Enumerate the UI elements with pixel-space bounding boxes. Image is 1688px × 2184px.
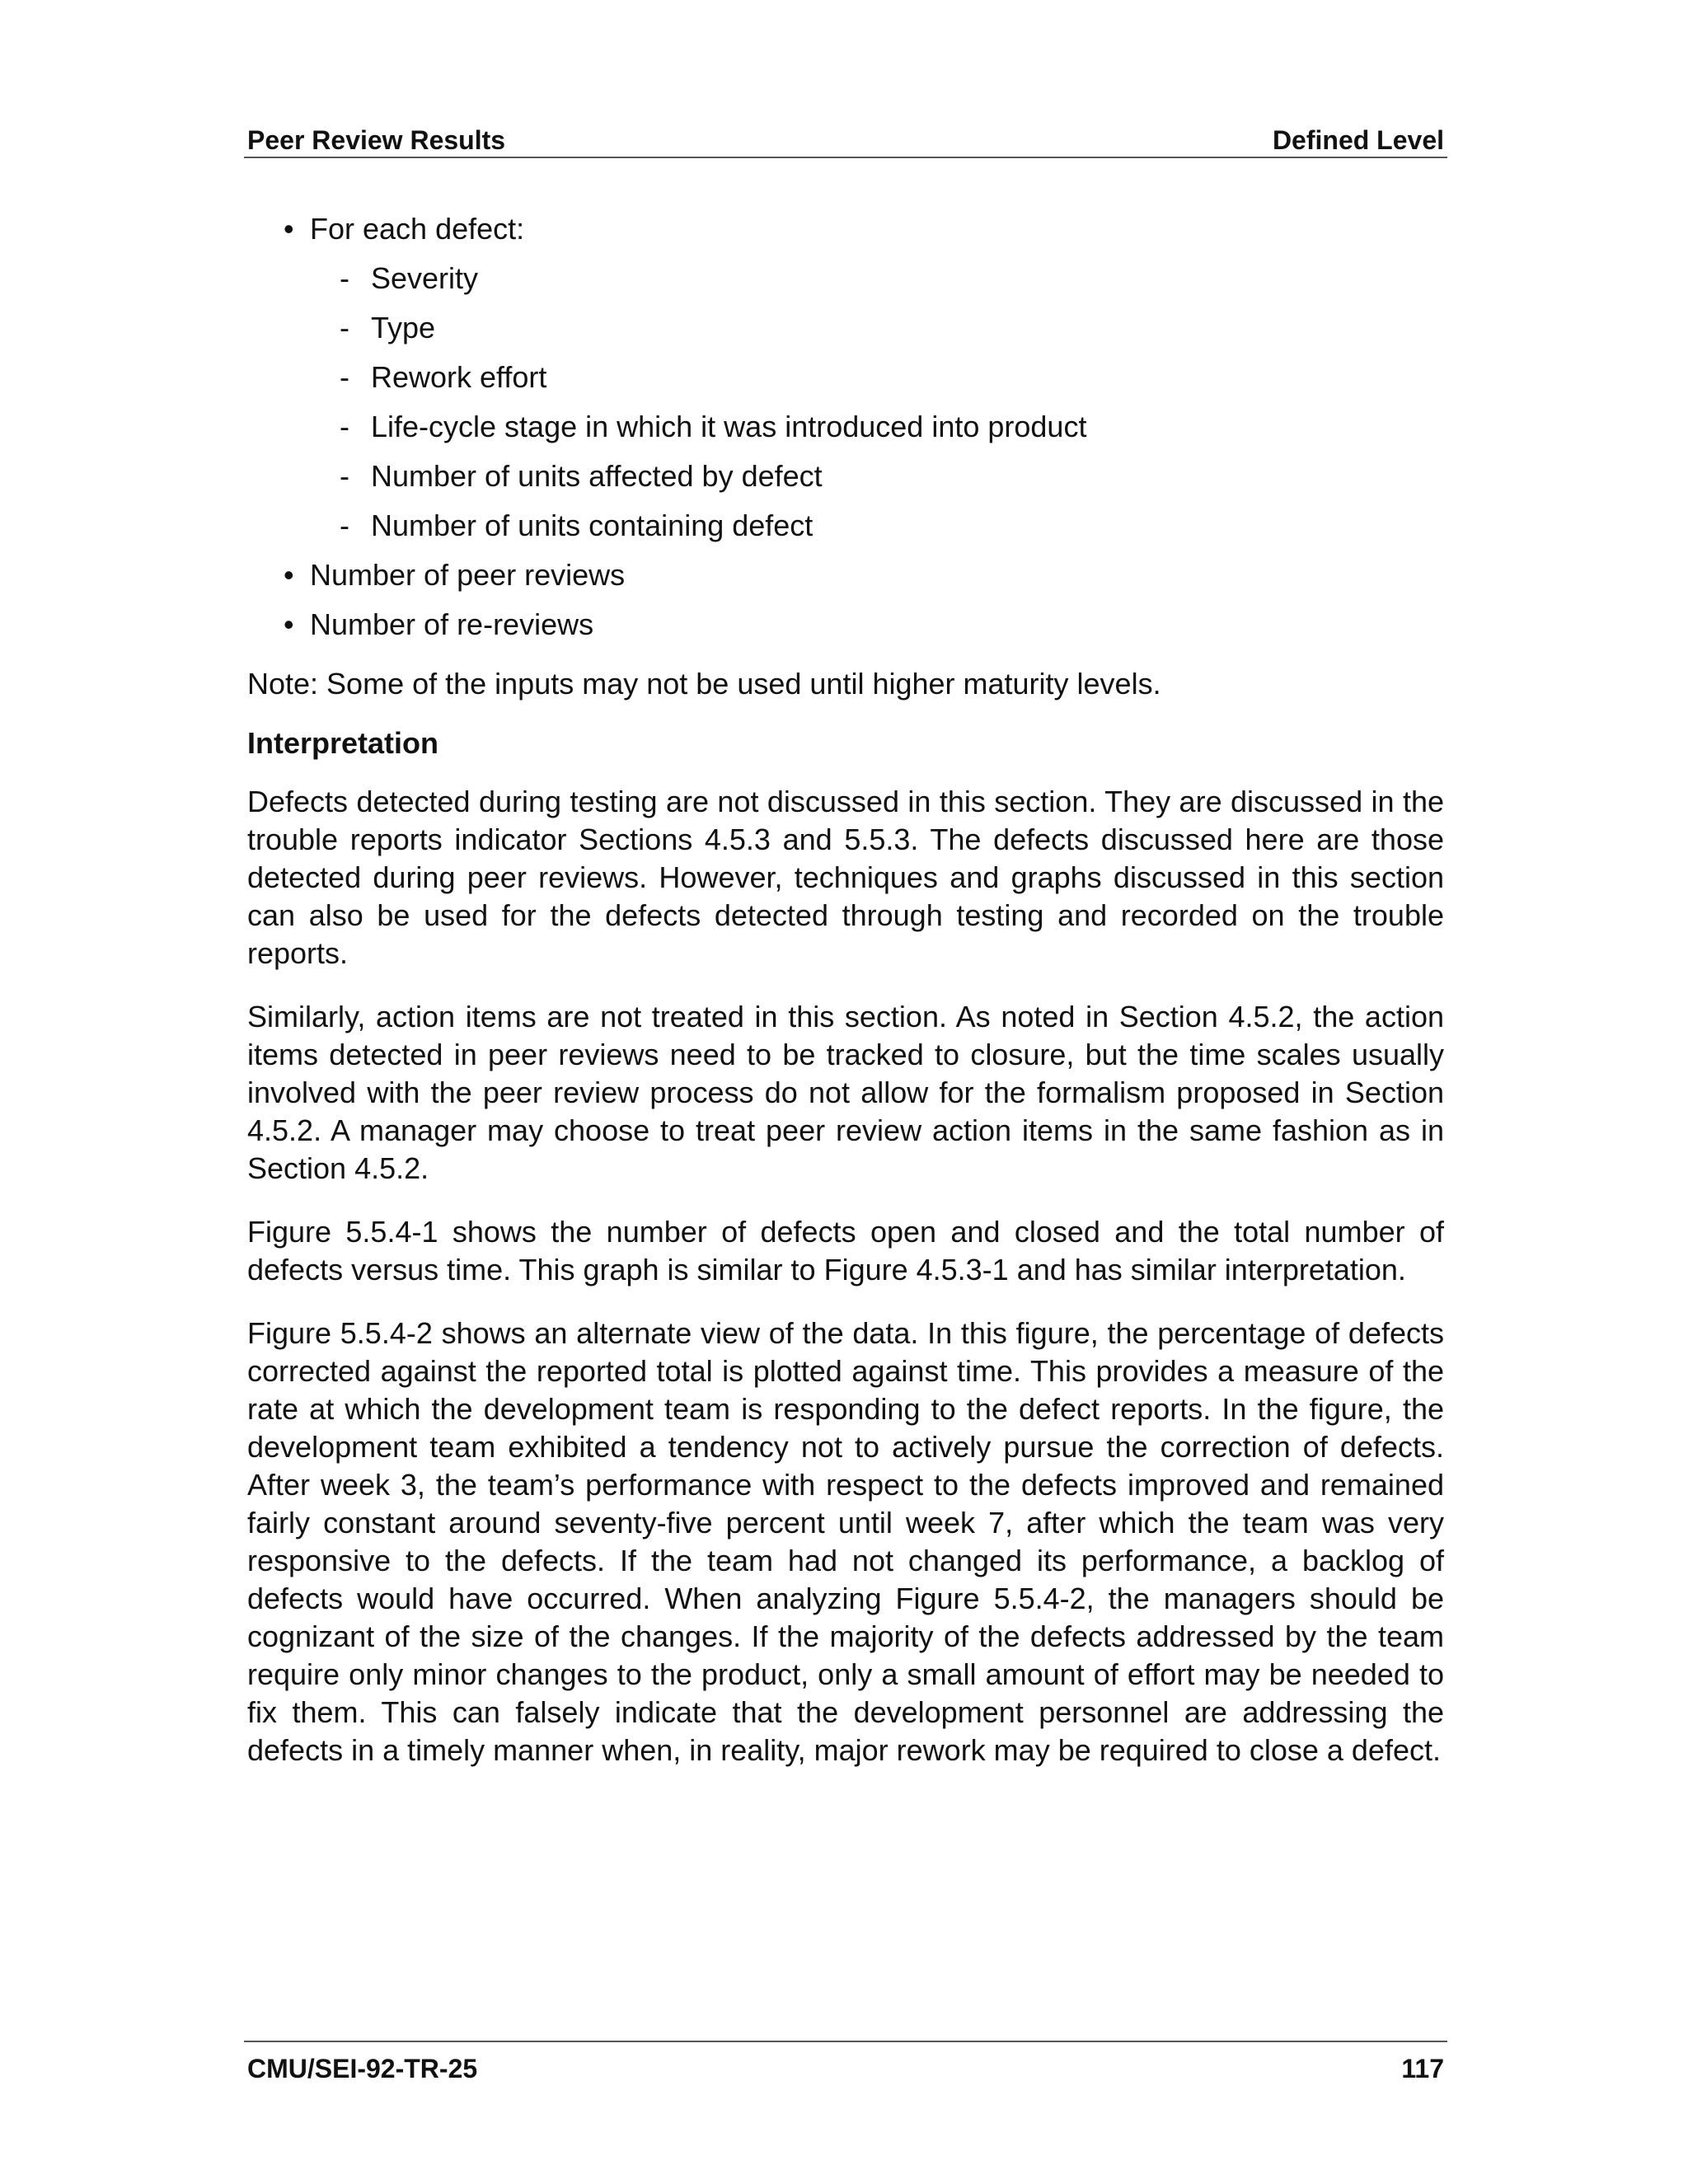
sub-list-item	[247, 504, 1444, 554]
note-text: Note: Some of the inputs may not be used until higher maturity levels.	[247, 667, 1161, 701]
sub-list-item	[247, 257, 1444, 307]
dash-icon: -	[340, 509, 349, 542]
paragraph: Figure 5.5.4-2 shows an alternate view of the data. In this figure, the percentage of defects corrected against the reported total is plotted against time. This provides a measure of the rate at which the development team is responding to the defect reports. In the figure, the development team exhibited a tendency not to actively pursue the correction of defects. After week 3, the team’s performance with respect to the defects improved and remained fairly constant around seventy-five percent until week 7, after which the team was very responsive to the defects. If the team had not changed its performance, a backlog of defects would have occurred. When analyzing Figure 5.5.4-2, the managers should be cognizant of the size of the changes. If the majority of the defects addressed by the team require only minor changes to the product, only a small amount of effort may be needed to fix them. This can falsely indicate that the development personnel are addressing the defects in a timely manner when, in reality, major rework may be required to close a defect.	[247, 1316, 1444, 1767]
header-section-title: Peer Review Results	[247, 125, 506, 155]
bullet-icon: •	[284, 558, 294, 592]
page-header	[244, 122, 1447, 158]
header-level-title: Defined Level	[1272, 125, 1444, 155]
list-item-text: Number of re-reviews	[310, 607, 594, 641]
bullet-icon: •	[284, 212, 294, 246]
paragraph: Similarly, action items are not treated in this section. As noted in Section 4.5.2, the action items detected in peer reviews need to be tracked to closure, but the time scales usually involved with the peer review process do not allow for the formalism proposed in Section 4.5.2. A manager may choose to treat peer review action items in the same fashion as in Section 4.5.2.	[247, 1000, 1444, 1185]
dash-icon: -	[340, 261, 349, 295]
paragraph: Defects detected during testing are not discussed in this section. They are discussed in the trouble reports indicator Sections 4.5.3 and 5.5.3. The defects discussed here are those detected during peer reviews. However, techniques and graphs discussed in this section can also be used for the defects detected through testing and recorded on the trouble reports.	[247, 785, 1444, 970]
sub-list-item-text: Type	[371, 311, 436, 344]
list-item	[247, 208, 1444, 257]
dash-icon: -	[340, 410, 349, 443]
input-list	[247, 208, 1444, 653]
report-number: CMU/SEI-92-TR-25	[247, 2054, 478, 2083]
sub-list-item-text: Life-cycle stage in which it was introduced into product	[371, 410, 1087, 443]
paragraph: Figure 5.5.4-1 shows the number of defects open and closed and the total number of defects versus time. This graph is similar to Figure 4.5.3-1 and has similar interpretation.	[247, 1215, 1444, 1286]
sub-list-item-text: Number of units affected by defect	[371, 459, 823, 493]
sub-list-item	[247, 455, 1444, 504]
bullet-icon: •	[284, 607, 294, 641]
list-item	[247, 603, 1444, 653]
dash-icon: -	[340, 311, 349, 344]
section-heading: Interpretation	[247, 726, 439, 760]
sub-list-item	[247, 405, 1444, 455]
sub-list-item-text: Severity	[371, 261, 479, 295]
list-item	[247, 554, 1444, 603]
sub-list-item-text: Number of units containing defect	[371, 509, 814, 542]
sub-list-item-text: Rework effort	[371, 360, 547, 394]
page-number: 117	[1401, 2054, 1444, 2083]
sub-list-item	[247, 307, 1444, 356]
page-content	[247, 208, 1444, 1795]
sub-list-item	[247, 356, 1444, 405]
page-footer	[244, 2041, 1447, 2092]
list-item-text: For each defect:	[310, 212, 525, 246]
list-item-text: Number of peer reviews	[310, 558, 626, 592]
dash-icon: -	[340, 360, 349, 394]
dash-icon: -	[340, 459, 349, 493]
